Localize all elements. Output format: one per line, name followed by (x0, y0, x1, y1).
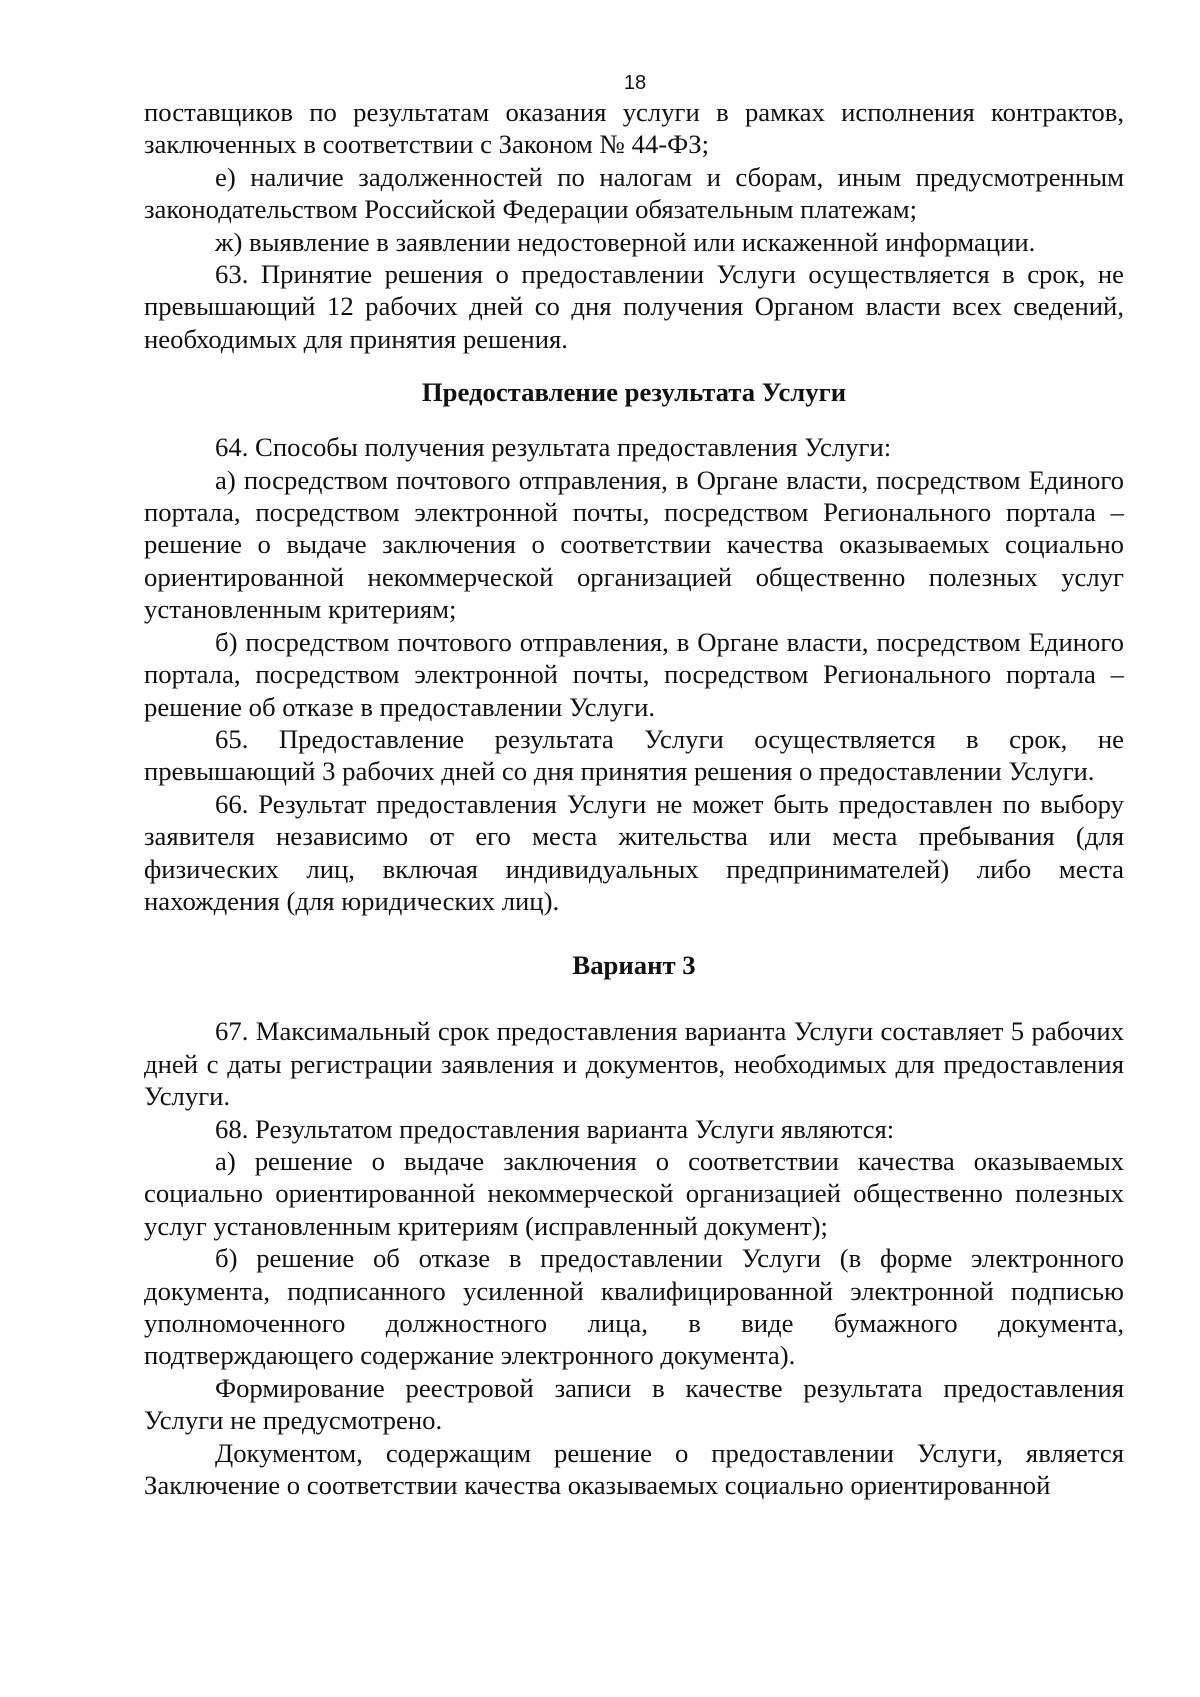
section-heading-variant-3: Вариант 3 (572, 950, 696, 981)
page-number: 18 (623, 72, 647, 94)
paragraph-item-zh: ж) выявление в заявлении недостоверной или искаженной информации. (215, 226, 1036, 257)
paragraph-65: 65. Предоставление результата Услуги осуществляется в срок, не превышающий 3 рабочих дней со дня принятия решения о предоставлении Услуги. (144, 723, 1124, 787)
paragraph-64-a: а) посредством почтового отправления, в Органе власти, посредством Единого портала, посредством электронной почты, посредством Регионального портала – решение о выдаче заключения о соответствии качества оказываемых социально ориентированной некоммерческой организацией общественно полезных услуг установленным критериям; (144, 464, 1124, 625)
paragraph-68: 68. Результатом предоставления варианта Услуги являются: (215, 1113, 895, 1144)
paragraph-item-e: е) наличие задолженностей по налогам и сборам, иным предусмотренным законодательством Российской Федерации обязательным платежам; (144, 161, 1124, 225)
paragraph-continuation: поставщиков по результатам оказания услуги в рамках исполнения контрактов, заключенных в соответствии с Законом № 44-ФЗ; (144, 97, 1124, 160)
section-heading-result: Предоставление результата Услуги (421, 377, 847, 408)
paragraph-67: 67. Максимальный срок предоставления варианта Услуги составляет 5 рабочих дней с даты регистрации заявления и документов, необходимых для предоставления Услуги. (144, 1016, 1124, 1112)
paragraph-63: 63. Принятие решения о предоставлении Услуги осуществляется в срок, не превышающий 12 рабочих дней со дня получения Органом власти всех сведений, необходимых для принятия решения. (144, 259, 1124, 354)
paragraph-registry-record: Формирование реестровой записи в качестве результата предоставления Услуги не предусмотрено. (144, 1372, 1124, 1436)
document-body (144, 96, 1124, 1501)
paragraph-66: 66. Результат предоставления Услуги не может быть предоставлен по выбору заявителя независимо от его места жительства или места пребывания (для физических лиц, включая индивидуальных предпринимателей) либо места нахождения (для юридических лиц). (144, 788, 1124, 916)
paragraph-64: 64. Способы получения результата предоставления Услуги: (215, 432, 892, 463)
paragraph-68-a: а) решение о выдаче заключения о соответствии качества оказываемых социально ориентированной некоммерческой организацией общественно полезных услуг установленным критериям (исправленный документ); (144, 1145, 1124, 1241)
paragraph-64-b: б) посредством почтового отправления, в Органе власти, посредством Единого портала, посредством электронной почты, посредством Регионального портала – решение об отказе в предоставлении Услуги. (144, 626, 1124, 722)
paragraph-decision-document: Документом, содержащим решение о предоставлении Услуги, является Заключение о соответствии качества оказываемых социально ориентированной (144, 1437, 1124, 1501)
paragraph-68-b: б) решение об отказе в предоставлении Услуги (в форме электронного документа, подписанного усиленной квалифицированной электронной подписью уполномоченного должностного лица, в виде бумажного документа, подтверждающего содержание электронного документа). (144, 1243, 1124, 1371)
